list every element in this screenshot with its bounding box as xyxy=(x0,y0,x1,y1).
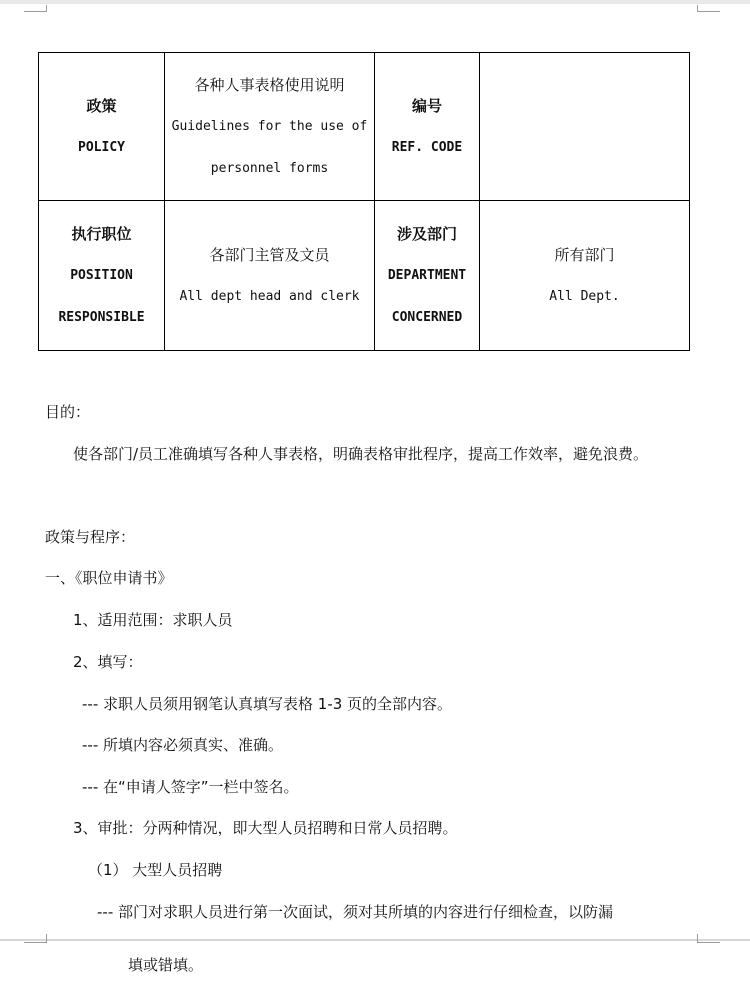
purpose-text: 使各部门/员工准确填写各种人事表格，明确表格审批程序，提高工作效率，避免浪费。 xyxy=(73,445,649,463)
list-item-2: 2、填写： xyxy=(73,653,143,671)
page-corner-mark xyxy=(697,5,720,12)
position-value-cell xyxy=(165,201,375,351)
policy-label-cn: 政策 xyxy=(86,96,117,115)
policy-label-en: POLICY xyxy=(78,139,125,155)
position-label-cell xyxy=(39,201,165,351)
position-label-en-2: RESPONSIBLE xyxy=(58,309,145,325)
policy-title-en-1: Guidelines for the use of xyxy=(171,118,368,134)
ref-label-cn: 编号 xyxy=(411,96,442,115)
section-1-title: 一、《职位申请书》 xyxy=(45,569,173,587)
policy-heading: 政策与程序： xyxy=(45,528,136,546)
dept-label-en-1: DEPARTMENT xyxy=(387,267,467,283)
dept-value-en: All Dept. xyxy=(549,288,620,304)
ref-label-cell xyxy=(375,53,480,201)
page-corner-mark xyxy=(697,934,720,943)
page-corner-mark xyxy=(24,5,47,12)
dept-label-cn: 涉及部门 xyxy=(396,224,457,243)
policy-title-cell xyxy=(165,53,375,201)
dash-item-2: --- 所填内容必须真实、准确。 xyxy=(82,736,284,754)
purpose-heading: 目的： xyxy=(45,403,91,421)
dept-label-en-2: CONCERNED xyxy=(391,309,463,325)
position-value-cn: 各部门主管及文员 xyxy=(209,245,330,264)
policy-label-cell xyxy=(39,53,165,201)
page-corner-mark xyxy=(24,934,47,943)
ref-label-en: REF. CODE xyxy=(391,139,463,155)
policy-title-en-2: personnel forms xyxy=(210,160,329,176)
dept-value-cn: 所有部门 xyxy=(554,245,615,264)
dash-item-1: --- 求职人员须用钢笔认真填写表格 1-3 页的全部内容。 xyxy=(82,695,453,713)
sub-item-1-continued: 填或错填。 xyxy=(128,956,204,974)
sub-item-1-dash: --- 部门对求职人员进行第一次面试，须对其所填的内容进行仔细检查，以防漏 xyxy=(97,903,614,921)
page-break xyxy=(0,939,750,941)
dept-label-cell xyxy=(375,201,480,351)
position-label-cn: 执行职位 xyxy=(71,224,132,243)
sub-item-1: （1） 大型人员招聘 xyxy=(88,861,223,879)
position-label-en-1: POSITION xyxy=(70,267,133,283)
position-value-en: All dept head and clerk xyxy=(179,288,360,304)
policy-title-cn: 各种人事表格使用说明 xyxy=(194,75,345,94)
dash-item-3: --- 在“申请人签字”一栏中签名。 xyxy=(82,778,299,796)
list-item-3: 3、审批：分两种情况，即大型人员招聘和日常人员招聘。 xyxy=(73,819,458,837)
ref-value-cell xyxy=(480,53,690,201)
dept-value-cell xyxy=(480,201,690,351)
policy-header-table xyxy=(38,52,690,351)
window-top-edge xyxy=(0,0,750,4)
list-item-1: 1、适用范围：求职人员 xyxy=(73,611,233,629)
